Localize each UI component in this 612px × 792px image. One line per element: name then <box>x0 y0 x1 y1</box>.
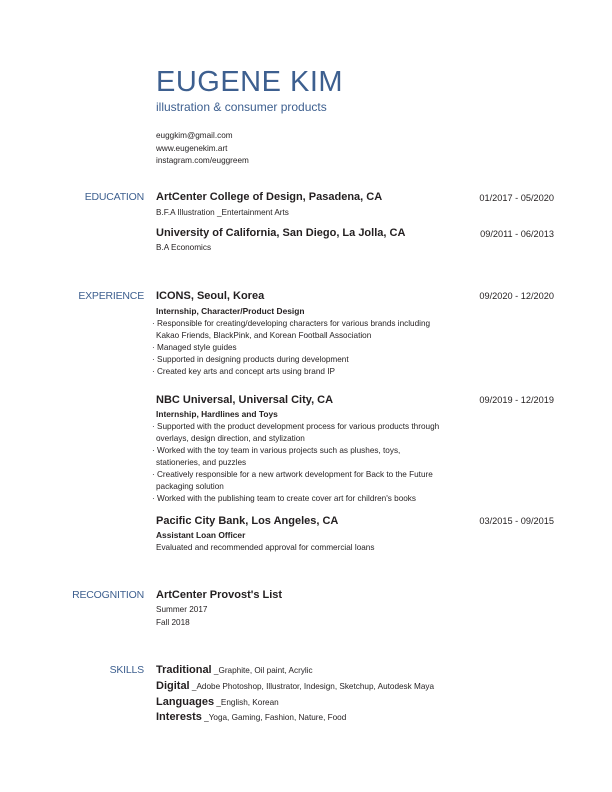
experience-bullet: · Creatively responsible for a new artwork development for Back to the Future <box>152 470 433 479</box>
experience-bullet: stationeries, and puzzles <box>156 458 247 467</box>
experience-role: Assistant Loan Officer <box>156 530 246 540</box>
section-label-recognition: RECOGNITION <box>72 589 144 601</box>
experience-dates: 09/2020 - 12/2020 <box>479 291 554 301</box>
experience-bullet: · Created key arts and concept arts using brand IP <box>152 367 335 376</box>
experience-bullet: · Managed style guides <box>152 343 237 352</box>
skill-name: Interests <box>156 711 202 723</box>
skill-name: Digital <box>156 680 190 692</box>
experience-bullet: packaging solution <box>156 482 224 491</box>
contact-instagram[interactable]: instagram.com/euggreem <box>156 156 249 165</box>
experience-bullet: · Supported with the product development process for various products through <box>152 422 440 431</box>
skill-name: Languages <box>156 696 215 708</box>
section-label-experience: EXPERIENCE <box>78 290 144 302</box>
experience-title: Pacific City Bank, Los Angeles, CA <box>156 515 339 527</box>
education-dates: 09/2011 - 06/2013 <box>480 229 554 239</box>
education-detail: B.F.A Illustration _Entertainment Arts <box>156 208 289 217</box>
experience-bullet: overlays, design direction, and stylization <box>156 434 305 443</box>
skill-row <box>156 664 313 676</box>
skill-row <box>156 696 279 708</box>
experience-title: NBC Universal, Universal City, CA <box>156 394 334 406</box>
education-detail: B.A Economics <box>156 243 212 252</box>
resume-name: EUGENE KIM <box>156 66 344 98</box>
experience-title: ICONS, Seoul, Korea <box>156 290 265 302</box>
skill-values: _Graphite, Oil paint, Acrylic <box>211 666 313 675</box>
contact-website[interactable]: www.eugenekim.art <box>156 144 228 153</box>
experience-dates: 09/2019 - 12/2019 <box>479 395 554 405</box>
experience-bullet: Kakao Friends, BlackPink, and Korean Football Association <box>156 331 372 340</box>
experience-role: Internship, Character/Product Design <box>156 306 305 316</box>
resume-tagline: illustration & consumer products <box>156 100 327 114</box>
experience-bullet: · Worked with the toy team in various projects such as plushes, toys, <box>152 446 401 455</box>
contact-email[interactable]: euggkim@gmail.com <box>156 131 233 140</box>
education-title: ArtCenter College of Design, Pasadena, CA <box>156 191 383 203</box>
skill-values: _English, Korean <box>214 698 279 707</box>
education-dates: 01/2017 - 05/2020 <box>479 193 554 203</box>
skill-row <box>156 680 434 692</box>
recognition-term: Fall 2018 <box>156 618 190 627</box>
recognition-term: Summer 2017 <box>156 605 208 614</box>
section-label-education: EDUCATION <box>84 191 144 203</box>
recognition-title: ArtCenter Provost's List <box>156 589 283 601</box>
skill-values: _Adobe Photoshop, Illustrator, Indesign, Sketchup, Autodesk Maya <box>189 682 435 691</box>
experience-bullet: Evaluated and recommended approval for commercial loans <box>156 543 375 552</box>
experience-dates: 03/2015 - 09/2015 <box>479 516 554 526</box>
experience-role: Internship, Hardlines and Toys <box>156 409 278 419</box>
experience-bullet: · Worked with the publishing team to create cover art for children's books <box>152 494 416 503</box>
skill-values: _Yoga, Gaming, Fashion, Nature, Food <box>201 713 347 722</box>
skill-row <box>156 711 346 723</box>
experience-bullet: · Supported in designing products during development <box>152 355 349 364</box>
section-label-skills: SKILLS <box>109 664 144 676</box>
education-title: University of California, San Diego, La Jolla, CA <box>156 227 406 239</box>
experience-bullet: · Responsible for creating/developing characters for various brands including <box>152 319 431 328</box>
skill-name: Traditional <box>156 664 212 676</box>
